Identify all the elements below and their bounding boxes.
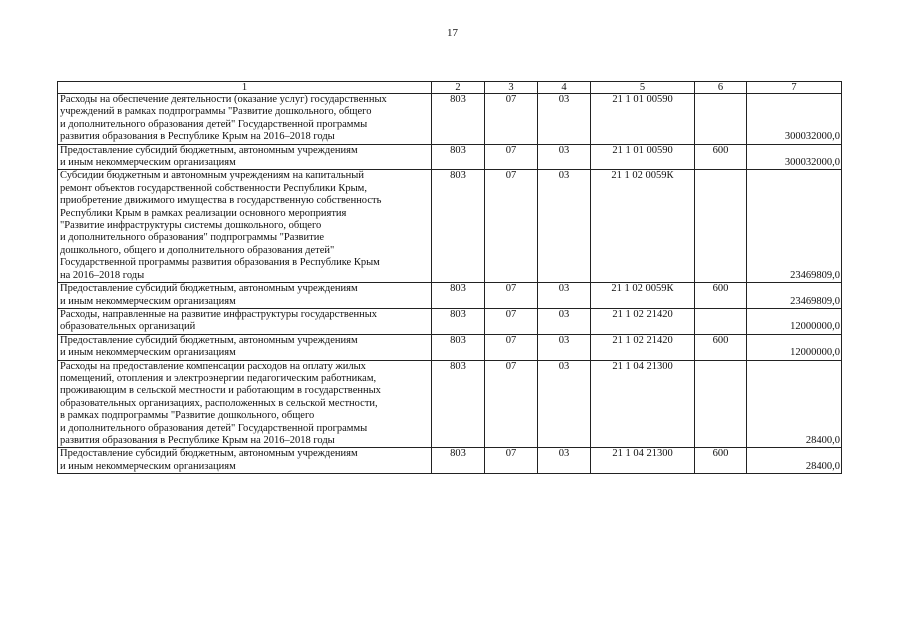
row-name: Расходы, направленные на развитие инфраструктуры государственных образовательных организаций: [58, 308, 432, 334]
amount: 12000000,0: [747, 308, 842, 334]
amount: 300032000,0: [747, 144, 842, 170]
subsection-code: 03: [538, 308, 591, 334]
row-name: Расходы на предоставление компенсации расходов на оплату жилых помещений, отопления и электроэнергии педагогическим работникам, проживающим в сельской местности и работающим в государственных образовательных организациях, расположенных в сельской местности, в рамках подпрограммы "Развитие дошкольного, общего и дополнительного образования детей" Государственной программы развития образования в Республике Крым на 2016–2018 годы: [58, 360, 432, 448]
amount: 23469809,0: [747, 170, 842, 283]
ministry-code: 803: [432, 283, 485, 309]
target-article-code: 21 1 04 21300: [591, 448, 695, 474]
column-header: 3: [485, 82, 538, 94]
subsection-code: 03: [538, 144, 591, 170]
ministry-code: 803: [432, 448, 485, 474]
subsection-code: 03: [538, 334, 591, 360]
expense-type-code: 600: [695, 144, 747, 170]
target-article-code: 21 1 02 0059К: [591, 170, 695, 283]
section-code: 07: [485, 334, 538, 360]
column-header: 5: [591, 82, 695, 94]
table-row: [58, 308, 842, 334]
ministry-code: 803: [432, 94, 485, 145]
budget-table: [57, 81, 842, 474]
expense-type-code: [695, 170, 747, 283]
ministry-code: 803: [432, 308, 485, 334]
row-name: Предоставление субсидий бюджетным, автономным учреждениям и иным некоммерческим организациям: [58, 448, 432, 474]
expense-type-code: 600: [695, 283, 747, 309]
target-article-code: 21 1 01 00590: [591, 144, 695, 170]
target-article-code: 21 1 04 21300: [591, 360, 695, 448]
target-article-code: 21 1 02 21420: [591, 308, 695, 334]
subsection-code: 03: [538, 94, 591, 145]
table-row: [58, 448, 842, 474]
column-header: 7: [747, 82, 842, 94]
target-article-code: 21 1 01 00590: [591, 94, 695, 145]
page-number: 17: [447, 27, 458, 39]
ministry-code: 803: [432, 334, 485, 360]
column-header: 1: [58, 82, 432, 94]
table-row: [58, 170, 842, 283]
section-code: 07: [485, 283, 538, 309]
subsection-code: 03: [538, 448, 591, 474]
section-code: 07: [485, 360, 538, 448]
row-name: Расходы на обеспечение деятельности (оказание услуг) государственных учреждений в рамках подпрограммы "Развитие дошкольного, общего и дополнительного образования детей" Государственной программы развития образования в Республике Крым на 2016–2018 годы: [58, 94, 432, 145]
amount: 12000000,0: [747, 334, 842, 360]
row-name: Предоставление субсидий бюджетным, автономным учреждениям и иным некоммерческим организациям: [58, 283, 432, 309]
subsection-code: 03: [538, 360, 591, 448]
ministry-code: 803: [432, 170, 485, 283]
column-header: 2: [432, 82, 485, 94]
row-name: Предоставление субсидий бюджетным, автономным учреждениям и иным некоммерческим организациям: [58, 144, 432, 170]
target-article-code: 21 1 02 21420: [591, 334, 695, 360]
expense-type-code: 600: [695, 334, 747, 360]
row-name: Предоставление субсидий бюджетным, автономным учреждениям и иным некоммерческим организациям: [58, 334, 432, 360]
section-code: 07: [485, 94, 538, 145]
section-code: 07: [485, 170, 538, 283]
expense-type-code: [695, 360, 747, 448]
ministry-code: 803: [432, 360, 485, 448]
subsection-code: 03: [538, 283, 591, 309]
table-row: [58, 144, 842, 170]
section-code: 07: [485, 448, 538, 474]
amount: 28400,0: [747, 360, 842, 448]
section-code: 07: [485, 308, 538, 334]
expense-type-code: [695, 94, 747, 145]
table-header-row: [58, 82, 842, 94]
target-article-code: 21 1 02 0059К: [591, 283, 695, 309]
expense-type-code: 600: [695, 448, 747, 474]
amount: 28400,0: [747, 448, 842, 474]
subsection-code: 03: [538, 170, 591, 283]
amount: 300032000,0: [747, 94, 842, 145]
section-code: 07: [485, 144, 538, 170]
row-name: Субсидии бюджетным и автономным учреждениям на капитальный ремонт объектов государственной собственности Республики Крым, приобретение движимого имущества в государственную собственность Республики Крым в рамках реализации основного мероприятия "Развитие инфраструктуры системы дошкольного, общего и дополнительного образования" подпрограммы "Развитие дошкольного, общего и дополнительного образования детей" Государственной программы развития образования в Республике Крым на 2016–2018 годы: [58, 170, 432, 283]
table-row: [58, 334, 842, 360]
table-row: [58, 360, 842, 448]
table-row: [58, 94, 842, 145]
table-row: [58, 283, 842, 309]
ministry-code: 803: [432, 144, 485, 170]
amount: 23469809,0: [747, 283, 842, 309]
expense-type-code: [695, 308, 747, 334]
column-header: 6: [695, 82, 747, 94]
column-header: 4: [538, 82, 591, 94]
